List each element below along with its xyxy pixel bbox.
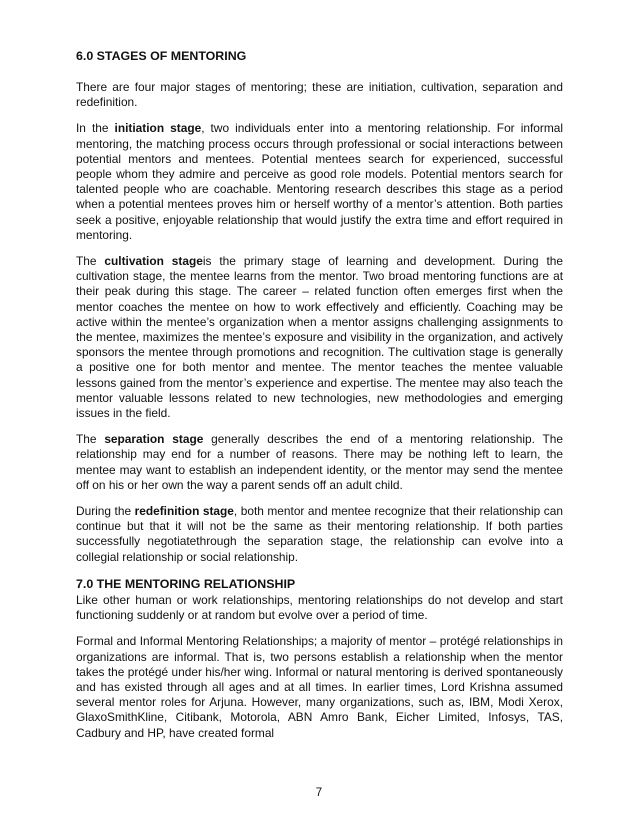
redefinition-stage-term: redefinition stage [134, 504, 234, 519]
initiation-lead: In the [76, 121, 115, 136]
cultivation-lead: The [76, 254, 105, 269]
separation-stage-paragraph [76, 432, 563, 493]
cultivation-stage-paragraph [76, 254, 563, 421]
redefinition-lead: During the [76, 504, 135, 519]
page-number: 7 [315, 787, 323, 799]
formal-informal-paragraph: Formal and Informal Mentoring Relationships; a majority of mentor – protégé relationships in organizations are informal. That is, two persons establish a relationship when the mentor takes the protégé under his/her wing. Informal or natural mentoring is derived spontaneously and has existed through all ages and at all times. In earlier times, Lord Krishna assumed several mentor roles for Arjuna. However, many organizations, such as, IBM, Modi Xerox, GlaxoSmithKline, Citibank, Motorola, ABN Amro Bank, Eicher Limited, Infosys, TAS, Cadbury and HP, have created formal [76, 634, 563, 740]
document-page [76, 48, 563, 741]
initiation-stage-term: initiation stage [114, 121, 202, 136]
initiation-stage-paragraph [76, 121, 563, 243]
stages-intro-paragraph: There are four major stages of mentoring; these are initiation, cultivation, separation and redefinition. [76, 80, 563, 110]
separation-stage-term: separation stage [104, 432, 204, 447]
separation-body: generally describes the end of a mentoring relationship. The relationship may end for a number of reasons. There may be nothing left to learn, the mentee may want to establish an independent identity, or the mentor may send the mentee off on his or her own the way a parent sends off an adult child. [76, 432, 563, 492]
cultivation-body: is the primary stage of learning and development. During the cultivation stage, the mentee learns from the mentor. Two broad mentoring functions are at their peak during this stage. The career – related function often emerges first when the mentor coaches the mentee on how to work effectively and efficiently. Coaching may be active within the mentee’s organization when a mentor assigns challenging assignments to the mentee, maximizes the mentee’s exposure and visibility in the organization, and actively sponsors the mentee through promotions and recognition. The cultivation stage is generally a positive one for both mentor and mentee. The mentor teaches the mentee valuable lessons gained from the mentor’s experience and expertise. The mentee may also teach the mentor valuable lessons related to new technologies, new methodologies and emerging issues in the field. [76, 254, 564, 421]
redefinition-body: , both mentor and mentee recognize that their relationship can continue but that it will not be the same as their mentoring relationship. If both parties successfully negotiatethrough the separation stage, the relationship can evolve into a collegial relationship or social relationship. [76, 504, 563, 564]
separation-lead: The [76, 432, 105, 447]
redefinition-stage-paragraph [76, 504, 563, 565]
section-6-heading: 6.0 STAGES OF MENTORING [76, 49, 247, 63]
section-7-heading: 7.0 THE MENTORING RELATIONSHIP [76, 576, 296, 591]
cultivation-stage-term: cultivation stage [104, 254, 203, 269]
initiation-body: , two individuals enter into a mentoring relationship. For informal mentoring, the matching process occurs through professional or social interactions between potential mentors and mentees. Potential mentees search for experienced, successful people whom they admire and perceive as good role models. Potential mentors search for talented people who are coachable. Mentoring research describes this stage as a period when a potential mentees proves him or herself worthy of a mentor’s attention. Both parties seek a positive, enjoyable relationship that would justify the extra time and effort required in mentoring. [76, 121, 563, 242]
relationship-intro-paragraph: Like other human or work relationships, mentoring relationships do not develop and start functioning suddenly or at random but evolve over a period of time. [76, 592, 563, 623]
